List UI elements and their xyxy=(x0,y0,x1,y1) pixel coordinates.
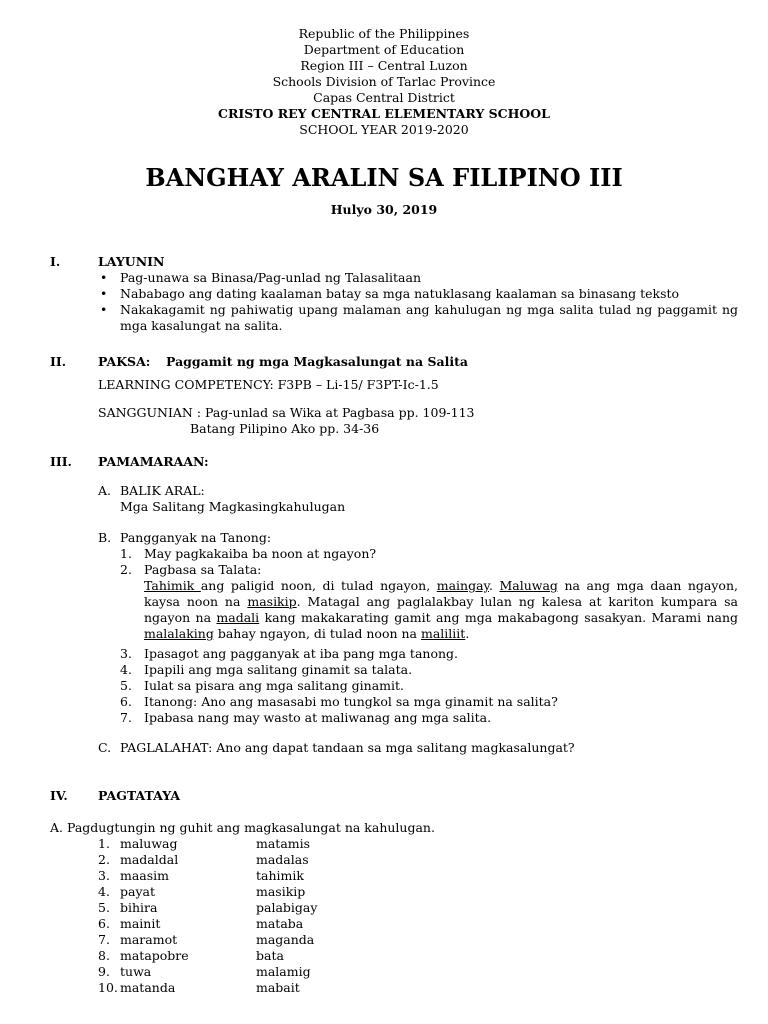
list-item xyxy=(98,852,498,868)
section-2-number: II. xyxy=(50,354,67,369)
list-item xyxy=(98,932,498,948)
pair-right-word: masikip xyxy=(256,884,306,899)
pair-left-word: payat xyxy=(120,884,155,899)
sanggunian: SANGGUNIAN : Pag-unlad sa Wika at Pagbasa pp. 109-113 xyxy=(98,405,475,420)
part-c-label: C. xyxy=(98,740,112,755)
step-number: 2. xyxy=(120,562,132,577)
pair-number: 10. xyxy=(98,980,118,995)
header-republic: Republic of the Philippines xyxy=(298,26,470,41)
pair-right-word: bata xyxy=(256,948,284,963)
paragraph-text: bahay ngayon, di tulad noon na xyxy=(213,626,421,641)
list-item xyxy=(120,678,738,694)
document-title: BANGHAY ARALIN SA FILIPINO III xyxy=(145,163,623,192)
step-number: 3. xyxy=(120,646,132,661)
pair-right-word: malamig xyxy=(256,964,311,979)
objective-item: • Pag-unawa sa Binasa/Pag-unlad ng Talasalitaan xyxy=(98,270,738,286)
part-a-title: BALIK ARAL: xyxy=(120,483,205,498)
section-3-heading: PAMAMARAAN: xyxy=(98,454,209,469)
underlined-word: masikip xyxy=(247,594,297,609)
list-item xyxy=(120,646,738,662)
underlined-word: maliliit xyxy=(420,626,466,641)
pair-number: 3. xyxy=(98,868,110,883)
section-1-heading: LAYUNIN xyxy=(98,254,165,269)
section-3-number: III. xyxy=(50,454,72,469)
list-item xyxy=(98,900,498,916)
reading-paragraph xyxy=(144,578,738,642)
section-2-heading: PAKSA: xyxy=(98,354,151,369)
part-a-label: A. xyxy=(98,483,112,498)
section-1-number: I. xyxy=(50,254,61,269)
pair-number: 9. xyxy=(98,964,110,979)
step-number: 7. xyxy=(120,710,132,725)
pair-right-word: maganda xyxy=(256,932,315,947)
list-item xyxy=(98,884,498,900)
section-2-topic: Paggamit ng mga Magkasalungat na Salita xyxy=(166,354,468,369)
underlined-word: Maluwag xyxy=(499,578,558,593)
learning-competency: LEARNING COMPETENCY: F3PB – Li-15/ F3PT-Ic-1.5 xyxy=(98,377,439,392)
pair-right-word: mabait xyxy=(256,980,300,995)
list-item xyxy=(120,662,738,678)
section-4-number: IV. xyxy=(50,788,68,803)
steps-list-2 xyxy=(120,646,738,726)
step-text: Ipasagot ang pagganyak at iba pang mga tanong. xyxy=(144,646,458,661)
list-item xyxy=(120,694,738,710)
part-b-label: B. xyxy=(98,530,112,545)
pair-left-word: maluwag xyxy=(120,836,178,851)
header-department: Department of Education xyxy=(303,42,465,57)
list-item xyxy=(98,948,498,964)
step-text: Ipapili ang mga salitang ginamit sa talata. xyxy=(144,662,413,677)
pair-left-word: tuwa xyxy=(120,964,152,979)
list-item xyxy=(120,710,738,726)
paragraph-text: kang makakarating gamit ang mga makabagong sasakyan. Marami nang xyxy=(259,610,739,625)
pair-number: 7. xyxy=(98,932,110,947)
pair-left-word: maasim xyxy=(120,868,170,883)
underlined-word: malalaking xyxy=(144,626,214,641)
pair-number: 2. xyxy=(98,852,110,867)
pair-right-word: tahimik xyxy=(256,868,304,883)
pair-number: 1. xyxy=(98,836,110,851)
list-item xyxy=(98,868,498,884)
objectives-list xyxy=(98,270,738,334)
list-item xyxy=(98,980,498,996)
objective-item: • Nababago ang dating kaalaman batay sa mga natuklasang kaalaman sa binasang teksto xyxy=(98,286,738,302)
pair-number: 6. xyxy=(98,916,110,931)
sanggunian-2: Batang Pilipino Ako pp. 34-36 xyxy=(190,421,380,436)
list-item xyxy=(120,562,738,578)
pair-left-word: maramot xyxy=(120,932,178,947)
pair-right-word: matamis xyxy=(256,836,311,851)
pair-left-word: bihira xyxy=(120,900,158,915)
pair-number: 5. xyxy=(98,900,110,915)
step-text: Pagbasa sa Talata: xyxy=(144,562,262,577)
paragraph-text: ang paligid noon, di tulad ngayon, xyxy=(200,578,437,593)
underlined-word: madali xyxy=(216,610,260,625)
header-school-year: SCHOOL YEAR 2019-2020 xyxy=(299,122,469,137)
paragraph-text: na ang mga daan ngayon, kaysa noon na xyxy=(144,578,738,609)
paragraph-text: . Matagal ang paglalakbay lulan ng kalesa at kariton kumpara sa ngayon na xyxy=(144,594,739,625)
document-date: Hulyo 30, 2019 xyxy=(330,202,438,217)
pair-right-word: palabigay xyxy=(256,900,318,915)
part-a-subtitle: Mga Salitang Magkasingkahulugan xyxy=(120,499,346,514)
step-number: 5. xyxy=(120,678,132,693)
objective-item: • Nakakagamit ng pahiwatig upang malaman ang kahulugan ng mga salita tulad ng paggamit ng mga kasalungat na salita. xyxy=(98,302,738,334)
paragraph-text: . xyxy=(465,626,470,641)
pair-right-word: mataba xyxy=(256,916,304,931)
list-item xyxy=(98,836,498,852)
underlined-word: Tahimik xyxy=(144,578,201,593)
step-text: Ipabasa nang may wasto at maliwanag ang mga salita. xyxy=(144,710,492,725)
step-number: 4. xyxy=(120,662,132,677)
step-number: 6. xyxy=(120,694,132,709)
step-number: 1. xyxy=(120,546,132,561)
assessment-instruction: A. Pagdugtungin ng guhit ang magkasalungat na kahulugan. xyxy=(50,820,435,835)
step-text: May pagkakaiba ba noon at ngayon? xyxy=(144,546,377,561)
list-item xyxy=(120,546,738,562)
header-division: Schools Division of Tarlac Province xyxy=(272,74,496,89)
pair-left-word: matanda xyxy=(120,980,176,995)
list-item xyxy=(98,964,498,980)
section-4-heading: PAGTATAYA xyxy=(98,788,181,803)
pair-number: 4. xyxy=(98,884,110,899)
paragraph-text: . xyxy=(488,578,500,593)
pair-number: 8. xyxy=(98,948,110,963)
step-text: Itanong: Ano ang masasabi mo tungkol sa mga ginamit na salita? xyxy=(144,694,558,709)
pair-right-word: madalas xyxy=(256,852,309,867)
underlined-word: maingay xyxy=(436,578,489,593)
part-c-text: PAGLALAHAT: Ano ang dapat tandaan sa mga salitang magkasalungat? xyxy=(120,740,575,755)
list-item xyxy=(98,916,498,932)
document-header xyxy=(0,26,768,138)
header-region: Region III – Central Luzon xyxy=(300,58,468,73)
steps-list-1 xyxy=(120,546,738,578)
pair-left-word: madaldal xyxy=(120,852,179,867)
pair-left-word: mainit xyxy=(120,916,161,931)
header-school: CRISTO REY CENTRAL ELEMENTARY SCHOOL xyxy=(218,106,550,121)
step-text: Iulat sa pisara ang mga salitang ginamit. xyxy=(144,678,405,693)
pair-left-word: matapobre xyxy=(120,948,189,963)
part-b-title: Pangganyak na Tanong: xyxy=(120,530,272,545)
header-district: Capas Central District xyxy=(313,90,455,105)
